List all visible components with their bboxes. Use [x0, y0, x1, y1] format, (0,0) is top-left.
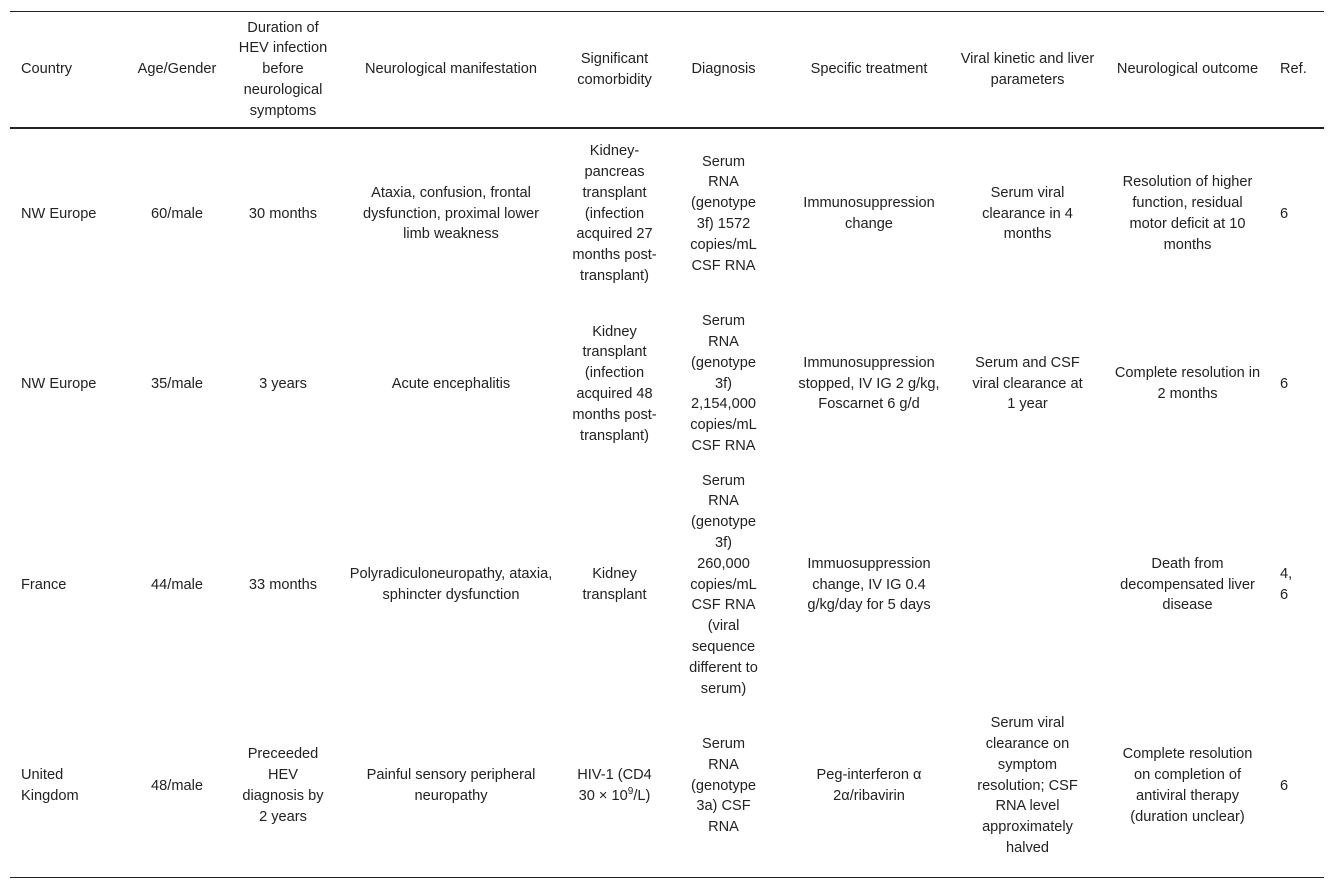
- cell-outcome: Death from decompensated liver disease: [1120, 555, 1255, 614]
- header-diagnosis: Diagnosis: [663, 12, 784, 128]
- cell-duration: 33 months: [248, 576, 318, 593]
- cell-comorbidity: Kidney transplant (infection acquired 48 months post-transplant): [572, 323, 657, 444]
- cell-age-gender: 60/male: [151, 205, 203, 222]
- cell-comorbidity: [566, 701, 663, 871]
- cell-country: NW Europe: [21, 375, 97, 392]
- cell-ref: 6: [1280, 777, 1289, 794]
- cell-outcome: Resolution of higher function, residual motor deficit at 10 months: [1122, 174, 1253, 253]
- cell-diagnosis: Serum RNA (genotype 3f) 2,154,000 copies/mL CSF RNA: [690, 313, 757, 454]
- comorbidity-unit: /L): [633, 788, 651, 804]
- cell-viral: Serum and CSF viral clearance at 1 year: [972, 354, 1083, 413]
- cell-diagnosis: Serum RNA (genotype 3f) 1572 copies/mL CSF RNA: [690, 153, 757, 274]
- cell-comorbidity: Kidney transplant: [582, 566, 647, 603]
- hev-neurological-cases-table: [10, 12, 1324, 871]
- header-age-gender: Age/Gender: [113, 12, 230, 128]
- table-row: [10, 128, 1324, 299]
- table-row: [10, 299, 1324, 469]
- header-row: [10, 12, 1324, 128]
- table-row: [10, 701, 1324, 871]
- table-row: [10, 469, 1324, 701]
- comorbidity-exponent: 9: [627, 786, 634, 798]
- cell-ref: 6: [1280, 375, 1289, 392]
- header-ref: Ref.: [1274, 12, 1324, 128]
- cell-viral: Serum viral clearance in 4 months: [982, 184, 1073, 243]
- cell-manifestation: Acute encephalitis: [391, 375, 511, 392]
- comorbidity-text: HIV-1 (CD4 30 × 10: [577, 767, 652, 804]
- cell-diagnosis: Serum RNA (genotype 3f) 260,000 copies/mL CSF RNA (viral sequence different to serum): [689, 472, 758, 697]
- cell-ref: 4, 6: [1280, 566, 1293, 603]
- cell-ref: 6: [1280, 205, 1289, 222]
- header-country: Country: [10, 12, 113, 128]
- cell-duration: Preceeded HEV diagnosis by 2 years: [242, 746, 324, 825]
- cell-duration: 30 months: [248, 205, 318, 222]
- cell-country: NW Europe: [21, 205, 97, 222]
- header-duration: Duration of HEV infection before neurological symptoms: [230, 12, 336, 128]
- cell-outcome: Complete resolution in 2 months: [1114, 365, 1261, 402]
- cell-treatment: Peg-interferon α 2α/ribavirin: [816, 767, 922, 804]
- cell-country: United Kingdom: [21, 767, 79, 804]
- cell-age-gender: 48/male: [151, 777, 203, 794]
- cell-manifestation: Ataxia, confusion, frontal dysfunction, proximal lower limb weakness: [362, 184, 539, 243]
- cell-country: France: [21, 576, 67, 593]
- cell-age-gender: 44/male: [151, 576, 203, 593]
- header-outcome: Neurological outcome: [1101, 12, 1274, 128]
- cell-manifestation: Painful sensory peripheral neuropathy: [366, 767, 536, 804]
- cell-diagnosis: Serum RNA (genotype 3a) CSF RNA: [691, 736, 756, 836]
- header-comorbidity: Significant comorbidity: [566, 12, 663, 128]
- cell-manifestation: Polyradiculoneuropathy, ataxia, sphincter dysfunction: [349, 566, 553, 603]
- cell-treatment: Immunosuppression change: [803, 195, 935, 232]
- cell-outcome: Complete resolution on completion of antiviral therapy (duration unclear): [1122, 746, 1253, 825]
- cell-treatment: Immunosuppression stopped, IV IG 2 g/kg, Foscarnet 6 g/d: [798, 354, 940, 413]
- cell-duration: 3 years: [259, 375, 307, 392]
- cell-viral: Serum viral clearance on symptom resolution; CSF RNA level approximately halved: [977, 715, 1078, 856]
- header-viral: Viral kinetic and liver parameters: [954, 12, 1101, 128]
- cell-age-gender: 35/male: [151, 375, 203, 392]
- cell-viral: [954, 469, 1101, 701]
- header-manifestation: Neurological manifestation: [336, 12, 566, 128]
- cell-comorbidity: Kidney-pancreas transplant (infection acquired 27 months post-transplant): [572, 143, 657, 284]
- cell-treatment: Immuosuppression change, IV IG 0.4 g/kg/day for 5 days: [807, 555, 931, 614]
- header-treatment: Specific treatment: [784, 12, 954, 128]
